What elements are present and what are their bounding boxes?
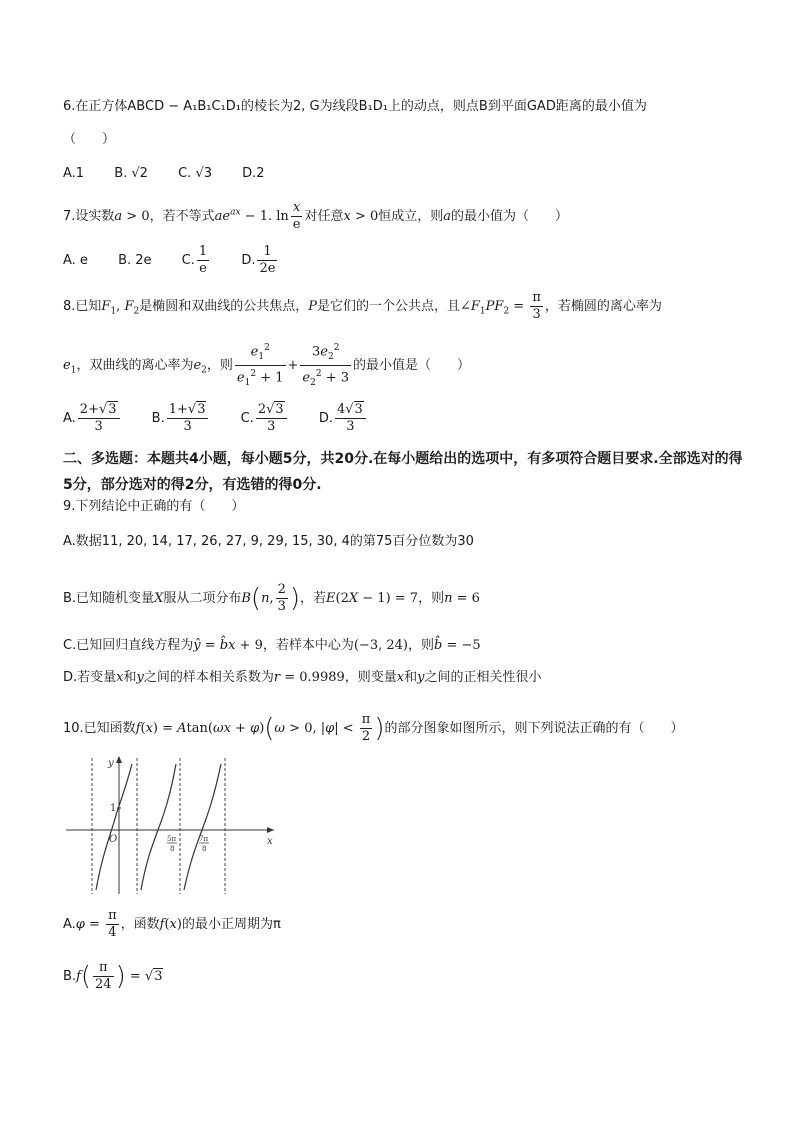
q6-option-d: D.2 [242,166,265,181]
q8-option-d: D. $\frac{4√3}{3}$ [319,402,368,435]
q7-option-a: A. e [63,253,88,268]
x-axis-label: x [267,836,273,847]
q8-option-a: A. $\frac{2+√3}{3}$ [63,402,122,435]
q7-option-c: C. $\frac{1}{e}$ [181,244,208,276]
tick-7pi8-den: 8 [202,845,207,853]
q8-stem-line1: 8.已知$F_1$, $F_2$是椭圆和双曲线的公共焦点，P是它们的一个公共点，且$\angle F_1PF_2$ = $\frac{\pi}{3}$ ，若椭圆的离心率为 [63,290,662,322]
q9-stem: 9.下列结论中正确的有（ ） [63,499,245,514]
q10-option-a: A.φ = $\frac{\pi}{4}$ ，函数f(x)的最小正周期为π [63,908,281,940]
q7-stem: 7.设实数a > 0，若不等式$ae^{ax} - 1$. ln $\frac{x}{e}$ 对任意x > 0恒成立，则a的最小值为（ ） [63,200,569,232]
tan-branch-1 [96,764,132,890]
q10-stem: 10.已知函数f(x) = Atan(ωx + φ)(ω > 0, |φ| < $\frac{\pi}{2}$ )的部分图象如图所示，则下列说法正确的有（ ） [63,712,684,744]
q7-options [63,244,305,277]
q6-option-a: A.1 [63,166,85,181]
q8-stem-line2: $e_1$，双曲线的离心率为$e_2$，则 $\frac{e_1^2}{e_1^2 + 1}$ + $\frac{3e_2^2}{e_2^2 + 3}$ 的最小值是（ ） [63,340,470,391]
y-axis-arrow [116,756,122,763]
section2-heading: 二、多选题：本题共4小题，每小题5分，共20分.在每小题给出的选项中，有多项符合题目要求.全部选对的得5分，部分选对的得2分，有选错的得0分. [63,451,743,493]
tan-branch-2 [141,764,176,890]
tick-5pi8-den: 8 [170,845,175,853]
q9-option-d: D.若变量x和y之间的样本相关系数为r = 0.9989，则变量x和y之间的正相关性很小 [63,670,542,685]
tan-graph [62,752,282,898]
q8-options [63,402,394,435]
y-one-label: 1 [110,803,117,814]
q8-option-b: B. $\frac{1+√3}{3}$ [152,402,211,435]
q6-option-b: B. √2 [114,166,148,181]
tick-5pi8-num: 5π [167,835,177,843]
q6-options [63,164,291,184]
origin-label: O [109,834,118,845]
q6-paren: （ ） [63,132,116,147]
q6-option-c: C. √3 [178,166,213,181]
q7-option-d: D. $\frac{1}{2e}$ [241,244,276,276]
q6-stem: 6.在正方体ABCD − A₁B₁C₁D₁的棱长为2, G为线段B₁D₁上的动点，则点B到平面GAD距离的最小值为 [63,99,647,114]
q8-option-c: C. $\frac{2√3}{3}$ [241,402,289,435]
q10-option-b: B.f( $\frac{\pi}{24}$ ) = √3 [63,960,163,992]
tick-7pi8-num: 7π [199,835,209,843]
x-axis-arrow [267,827,274,833]
q7-option-b: B. 2e [118,253,152,268]
q9-option-b: B.已知随机变量X服从二项分布B(n, $\frac{2}{3}$ )，若E(2X − 1) = 7，则n = 6 [63,582,480,614]
y-axis-label: y [108,758,114,769]
tan-branch-3 [184,764,221,890]
q9-option-a: A.数据11, 20, 14, 17, 26, 27, 9, 29, 15, 30, 4的第75百分位数为30 [63,534,474,549]
q9-option-c: C.已知回归直线方程为ŷ = b̂x + 9，若样本中心为(−3, 24)，则b̂ = −5 [63,638,481,653]
